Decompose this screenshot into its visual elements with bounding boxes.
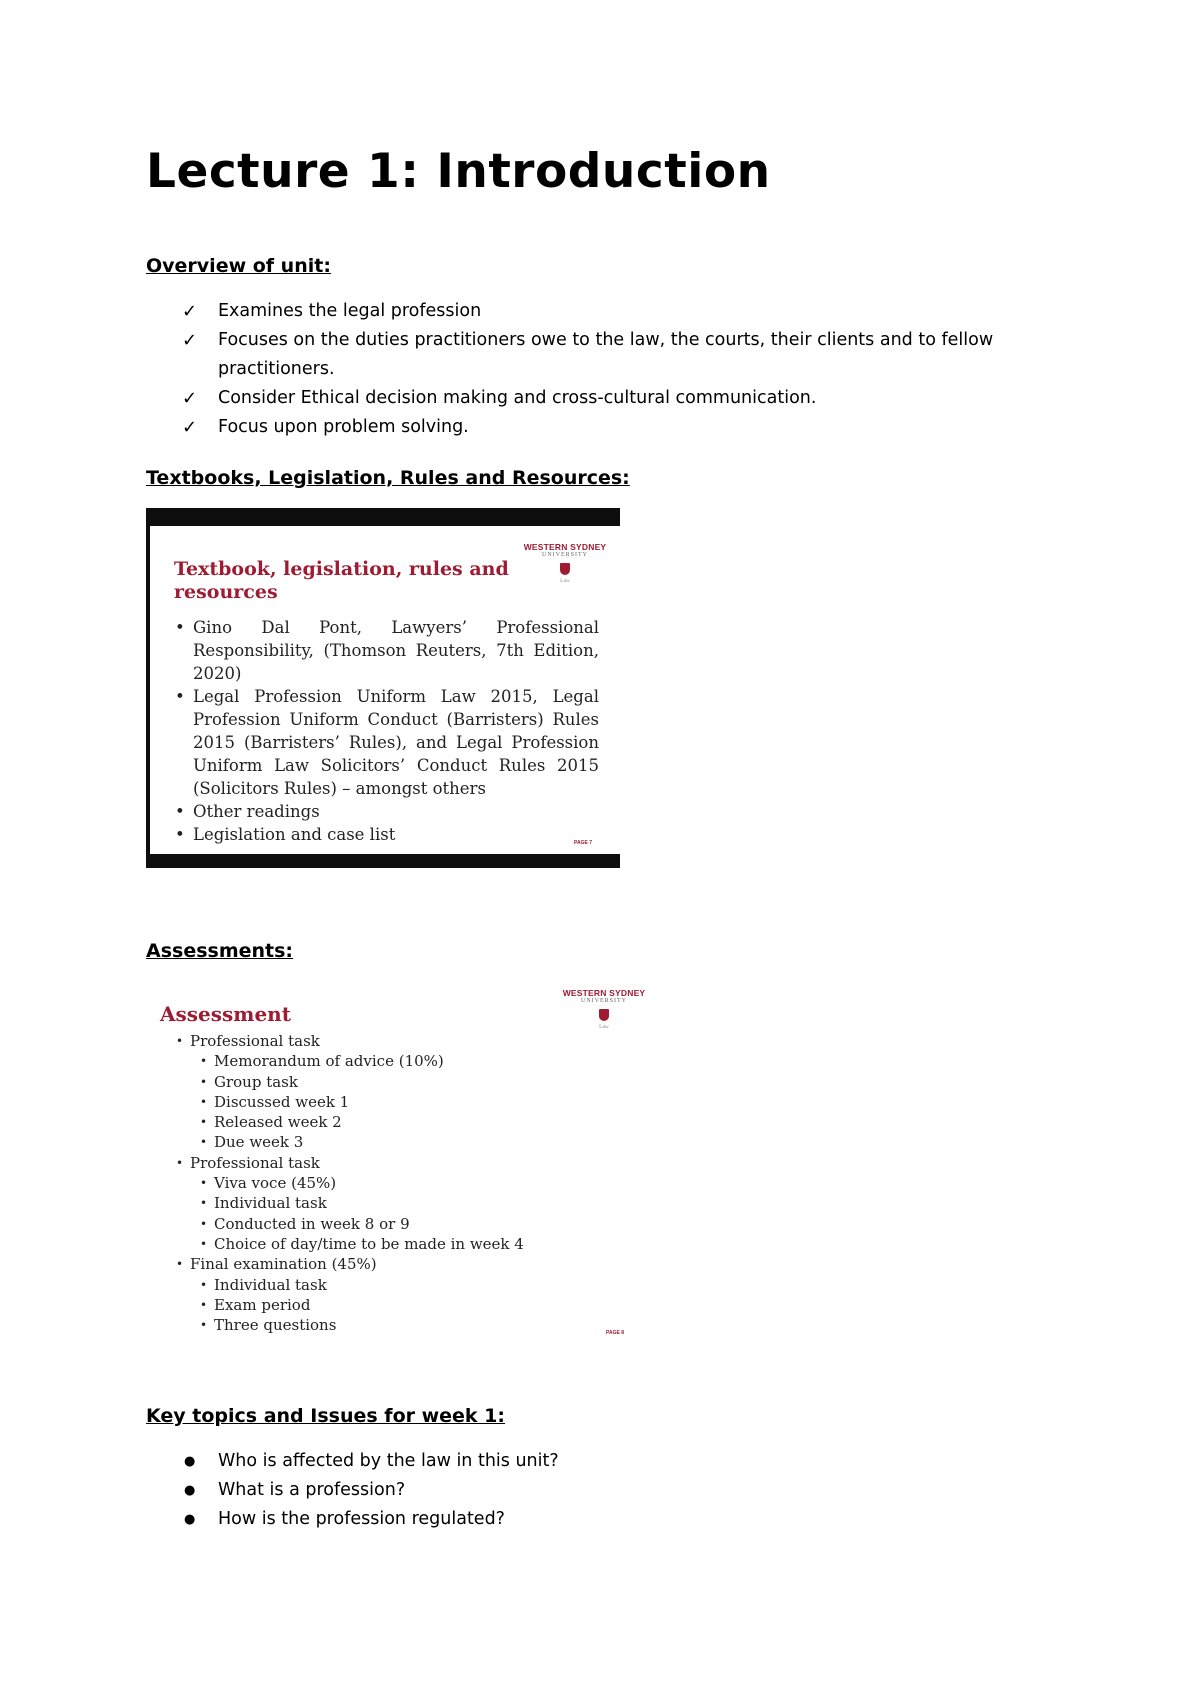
slide-sub-bullet: • Choice of day/time to be made in week 4 [200,1234,524,1253]
list-item: ● Who is affected by the law in this unit? [146,1447,559,1476]
slide-page-number: PAGE 7 [574,840,592,846]
slide-sub-bullet: • Released week 2 [200,1113,342,1132]
list-item: ✓ Focuses on the duties practitioners owe to the law, the courts, their clients and to fellow [146,326,993,355]
slide-bullet: • Other readings [175,802,320,821]
slide-sub-bullet: • Three questions [200,1316,337,1335]
slide-bullet: • Legal Profession Uniform Law 2015, Legal Profession Uniform Conduct (Barristers) Rules 2015 (Barristers’ Rules), and Legal Profession Uniform Law Solicitors’ Conduct Rules 2015 (Solicitors Rules) – amongst others [175,687,599,798]
textbooks-slide-image [146,508,620,868]
shield-icon [560,563,570,575]
slide-sub-bullet: • Exam period [200,1295,311,1314]
slide-sub-bullet: • Conducted in week 8 or 9 [200,1214,410,1233]
slide-bullet: • Professional task [176,1032,320,1050]
slide-sub-bullet: • Individual task [200,1275,327,1294]
assessments-heading: Assessments: [146,940,294,962]
checkmark-icon: ✓ [182,388,198,409]
bullet-icon: ● [184,1512,196,1527]
slide-bullet: • Legislation and case list [175,825,396,844]
university-logo: WESTERN SYDNEY UNIVERSITY Law [562,988,646,1030]
list-item: ✓ Focus upon problem solving. [146,413,993,442]
shield-icon [599,1009,609,1021]
list-item: ✓ Examines the legal profession [146,297,993,326]
list-item: ● What is a profession? [146,1476,559,1505]
slide-sub-bullet: • Group task [200,1072,298,1091]
document-title: Lecture 1: Introduction [146,144,771,199]
checkmark-icon: ✓ [182,417,198,438]
list-item: ✓ Consider Ethical decision making and cross-cultural communication. [146,384,993,413]
slide-sub-bullet: • Memorandum of advice (10%) [200,1052,444,1071]
assessment-slide-image [146,975,646,1345]
slide-sub-bullet: • Viva voce (45%) [200,1174,337,1193]
list-item-continuation: practitioners. [218,359,335,379]
slide-title: Textbook, legislation, rules and resources [174,558,509,603]
slide-bullet: • Final examination (45%) [176,1255,377,1274]
slide-bullet: • Professional task [176,1153,320,1172]
checkmark-icon: ✓ [182,330,198,351]
university-logo: WESTERN SYDNEY UNIVERSITY Law [523,542,607,584]
textbooks-heading: Textbooks, Legislation, Rules and Resources: [146,467,630,489]
slide-title: Assessment [160,1002,291,1026]
key-topics-heading: Key topics and Issues for week 1: [146,1405,505,1427]
checkmark-icon: ✓ [182,301,198,322]
slide-sub-bullet: • Individual task [200,1194,327,1213]
slide-bullet: • Gino Dal Pont, Lawyers’ Professional Responsibility, (Thomson Reuters, 7th Edition, 2020) [175,618,599,683]
slide-page-number: PAGE 8 [606,1330,624,1336]
key-topics-list [146,1447,559,1534]
slide-sub-bullet: • Discussed week 1 [200,1092,350,1111]
slide-bullets [175,616,599,846]
overview-list [146,297,993,442]
bullet-icon: ● [184,1483,196,1498]
bullet-icon: ● [184,1454,196,1469]
overview-heading: Overview of unit: [146,255,331,277]
list-item: ● How is the profession regulated? [146,1505,559,1534]
slide-bullets [170,1031,640,1335]
slide-sub-bullet: • Due week 3 [200,1133,304,1152]
